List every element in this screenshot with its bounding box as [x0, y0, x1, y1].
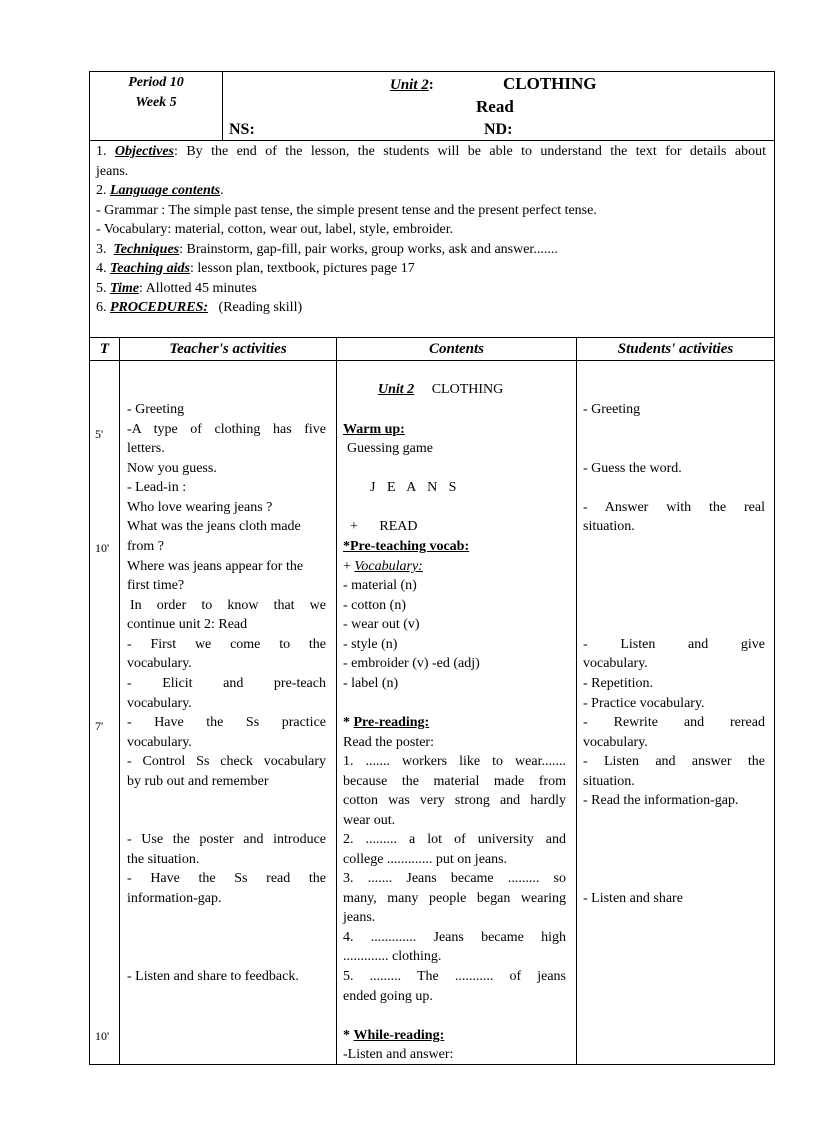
contents-unit-label: Unit 2 — [378, 382, 415, 397]
student-line: - Listen and answer the — [583, 754, 765, 769]
techniques-label: Techniques — [113, 242, 180, 257]
gap-line: 2. ......... a lot of university and — [343, 832, 566, 847]
teacher-line: vocabulary. — [127, 696, 192, 711]
student-line: vocabulary. — [583, 735, 648, 750]
col-divider-2 — [336, 337, 337, 1065]
teacher-line: - Lead-in : — [127, 480, 187, 495]
teacher-line: - First we come to the — [127, 637, 326, 652]
teacher-line: In order to know that we — [130, 598, 326, 613]
teacher-line: vocabulary. — [127, 656, 192, 671]
teacher-line: - Greeting — [127, 402, 185, 417]
vocab-item: - label (n) — [343, 676, 399, 691]
student-line: - Guess the word. — [583, 461, 682, 476]
unit-title: CLOTHING — [503, 74, 597, 93]
student-line: - Rewrite and reread — [583, 715, 765, 730]
vocab-label: Vocabulary: — [354, 559, 423, 574]
jeans-word: J E A N S — [370, 480, 461, 495]
procedures-text: (Reading skill) — [218, 300, 303, 315]
teacher-line: information-gap. — [127, 891, 222, 906]
col-header-t: T — [99, 341, 110, 357]
gap-line: 3. ....... Jeans became ......... so — [343, 871, 566, 886]
teacher-line: by rub out and remember — [127, 774, 269, 789]
student-line: - Listen and share — [583, 891, 683, 906]
techniques-line — [96, 240, 558, 260]
teacher-line: letters. — [127, 441, 165, 456]
contents-unit-heading — [378, 380, 503, 400]
pre-reading-label: Pre-reading: — [353, 715, 430, 730]
gap-line: jeans. — [343, 910, 376, 925]
col-header-students: Students' activities — [617, 341, 734, 357]
teacher-line: vocabulary. — [127, 735, 192, 750]
vocab-item: - style (n) — [343, 637, 398, 652]
gap-line: ended going up. — [343, 989, 433, 1004]
student-line: situation. — [583, 519, 635, 534]
teacher-line: - Listen and share to feedback. — [127, 969, 299, 984]
while-reading-heading: * While-reading: — [343, 1028, 445, 1043]
teacher-line: -A type of clothing has five — [127, 422, 326, 437]
language-contents-line — [96, 181, 224, 201]
ns-label: NS: — [229, 121, 255, 138]
unit-label: Unit 2 — [390, 77, 429, 93]
pre-teaching-heading: *Pre-teaching vocab: — [343, 539, 470, 554]
period-label: Period 10 — [128, 75, 184, 90]
student-line: vocabulary. — [583, 656, 648, 671]
time-cell: 10' — [95, 1029, 110, 1043]
while-reading-label: While-reading: — [353, 1028, 445, 1043]
gap-line: ............. clothing. — [343, 949, 442, 964]
gap-line: cotton was very strong and hardly — [343, 793, 566, 808]
grammar-line: - Grammar : The simple past tense, the simple present tense and the present perfect tense. — [96, 203, 597, 218]
pre-reading-heading: * Pre-reading: — [343, 715, 430, 730]
student-line: - Greeting — [583, 402, 641, 417]
warmup-heading: Warm up: — [343, 422, 405, 437]
guessing-game: Guessing game — [347, 441, 433, 456]
teacher-line: - Have the Ss practice — [127, 715, 326, 730]
poster-line: Read the poster: — [343, 735, 434, 750]
procedures-label: PROCEDURES: — [110, 300, 209, 315]
unit-colon: : — [428, 77, 434, 93]
unit-heading — [390, 75, 434, 95]
col-divider-1 — [119, 337, 120, 1065]
objectives-num: 1. — [96, 144, 107, 159]
time-cell: 10' — [95, 541, 110, 555]
gap-line: college ............. put on jeans. — [343, 852, 508, 867]
gap-line: 4. ............. Jeans became high — [343, 930, 566, 945]
col-header-contents: Contents — [428, 341, 485, 357]
teaching-aids-line — [96, 259, 415, 279]
vocab-plus: + — [343, 559, 351, 574]
language-label: Language contents — [110, 183, 221, 198]
aids-text: : lesson plan, textbook, pictures page 17 — [190, 261, 415, 276]
vocab-item: - wear out (v) — [343, 617, 420, 632]
time-line — [96, 279, 257, 299]
gap-line: many, many people began wearing — [343, 891, 566, 906]
time-label: Time — [110, 281, 140, 296]
vocabulary-heading — [343, 557, 423, 577]
col-divider-3 — [576, 337, 577, 1065]
student-line: - Repetition. — [583, 676, 653, 691]
contents-unit-title: CLOTHING — [431, 382, 504, 397]
col-header-teacher: Teacher's activities — [169, 341, 287, 357]
nd-label: ND: — [484, 121, 513, 138]
gap-line: 1. ....... workers like to wear....... — [343, 754, 566, 769]
aids-label: Teaching aids — [110, 261, 190, 276]
teacher-line: - Have the Ss read the — [127, 871, 326, 886]
time-num: 5. — [96, 281, 107, 296]
student-line: - Read the information-gap. — [583, 793, 739, 808]
time-cell: 7' — [95, 719, 104, 733]
teacher-line: first time? — [127, 578, 185, 593]
teacher-line: Now you guess. — [127, 461, 217, 476]
table-header-rule — [89, 360, 775, 361]
gap-line: wear out. — [343, 813, 396, 828]
student-line: - Listen and give — [583, 637, 765, 652]
language-num: 2. — [96, 183, 107, 198]
objectives-line-1 — [96, 142, 766, 162]
header-divider — [222, 71, 223, 141]
teacher-line: from ? — [127, 539, 164, 554]
lesson-title: Read — [476, 97, 514, 116]
time-text: : Allotted 45 minutes — [139, 281, 257, 296]
student-line: - Practice vocabulary. — [583, 696, 705, 711]
gap-line: 5. ......... The ........... of jeans — [343, 969, 566, 984]
teacher-line: continue unit 2: Read — [127, 617, 248, 632]
objectives-line-1b: jeans. — [96, 164, 129, 179]
vocabulary-line: - Vocabulary: material, cotton, wear out, label, style, embroider. — [96, 222, 454, 237]
listen-line: -Listen and answer: — [343, 1047, 454, 1062]
vocab-item: - cotton (n) — [343, 598, 406, 613]
techniques-text: : Brainstorm, gap-fill, pair works, group works, ask and answer....... — [179, 242, 558, 257]
student-line: - Answer with the real — [583, 500, 765, 515]
procedures-num: 6. — [96, 300, 107, 315]
teacher-line: - Elicit and pre-teach — [127, 676, 326, 691]
objectives-text: : By the end of the lesson, the students will be able to understand the text for details about — [174, 144, 766, 159]
student-line: situation. — [583, 774, 635, 789]
gap-line: because the material made from — [343, 774, 566, 789]
teacher-line: - Use the poster and introduce — [127, 832, 326, 847]
objectives-label: Objectives — [114, 144, 175, 159]
plus-read: + READ — [350, 519, 418, 534]
teacher-line: the situation. — [127, 852, 200, 867]
teacher-line: - Control Ss check vocabulary — [127, 754, 326, 769]
aids-num: 4. — [96, 261, 107, 276]
procedures-line — [96, 298, 302, 318]
vocab-item: - embroider (v) -ed (adj) — [343, 656, 480, 671]
vocab-item: - material (n) — [343, 578, 417, 593]
teacher-line: What was the jeans cloth made — [127, 519, 301, 534]
week-label: Week 5 — [135, 95, 177, 110]
techniques-num: 3. — [96, 242, 107, 257]
teacher-line: Who love wearing jeans ? — [127, 500, 273, 515]
time-cell: 5' — [95, 427, 104, 441]
language-text: . — [220, 183, 224, 198]
teacher-line: Where was jeans appear for the — [127, 559, 304, 574]
